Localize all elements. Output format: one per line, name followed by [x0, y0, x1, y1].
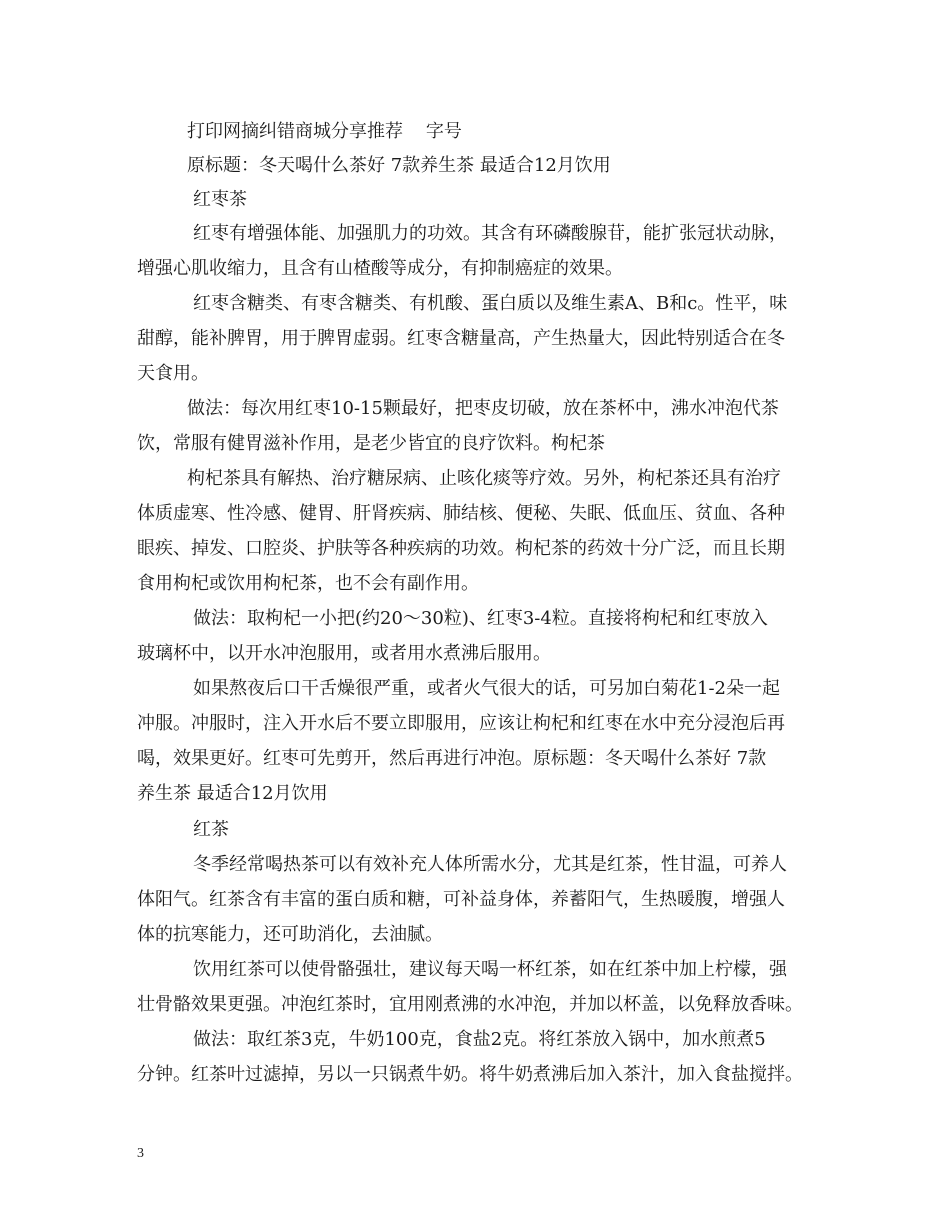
body-line: 红枣含糖类、有枣含糖类、有机酸、蛋白质以及维生素A、B和c。性平，味	[193, 293, 788, 314]
body-line: 饮用红茶可以使骨骼强壮，建议每天喝一杯红茶，如在红茶中加上柠檬，强	[193, 959, 787, 980]
section-heading-red-date-tea: 红枣茶	[193, 189, 247, 210]
body-line: 冲服。冲服时，注入开水后不要立即服用，应该让枸杞和红枣在水中充分浸泡后再	[137, 713, 785, 734]
body-line: 增强心肌收缩力，且含有山楂酸等成分，有抑制癌症的效果。	[137, 258, 623, 279]
body-line: 壮骨骼效果更强。冲泡红茶时，宜用刚煮沸的水冲泡，并加以杯盖，以免释放香味。	[137, 994, 803, 1015]
original-title-line: 原标题：冬天喝什么茶好 7款养生茶 最适合12月饮用	[187, 155, 611, 176]
body-line: 体质虚寒、性冷感、健胃、肝肾疾病、肺结核、便秘、失眠、低血压、贫血、各种	[137, 503, 785, 524]
body-line: 枸杞茶具有解热、治疗糖尿病、止咳化痰等疗效。另外，枸杞茶还具有治疗	[187, 468, 781, 489]
body-line: 冬季经常喝热茶可以有效补充人体所需水分，尤其是红茶，性甘温，可养人	[193, 854, 787, 875]
section-heading-black-tea: 红茶	[193, 819, 229, 840]
body-line: 食用枸杞或饮用枸杞茶，也不会有副作用。	[137, 573, 479, 594]
body-line: 眼疾、掉发、口腔炎、护肤等各种疾病的功效。枸杞茶的药效十分广泛，而且长期	[137, 538, 785, 559]
body-line: 分钟。红茶叶过滤掉，另以一只锅煮牛奶。将牛奶煮沸后加入茶汁，加入食盐搅拌。	[137, 1064, 803, 1085]
body-line: 做法：每次用红枣10-15颗最好，把枣皮切破，放在茶杯中，沸水冲泡代茶	[187, 398, 779, 419]
body-line: 饮，常服有健胃滋补作用，是老少皆宜的良疗饮料。枸杞茶	[137, 433, 605, 454]
body-line: 天食用。	[137, 363, 209, 384]
body-line: 体阳气。红茶含有丰富的蛋白质和糖，可补益身体，养蓄阳气，生热暖腹，增强人	[137, 889, 785, 910]
body-line: 红枣有增强体能、加强肌力的功效。其含有环磷酸腺苷，能扩张冠状动脉，	[193, 223, 787, 244]
body-line: 做法：取红茶3克，牛奶100克，食盐2克。将红茶放入锅中，加水煎煮5	[193, 1029, 766, 1050]
body-line: 甜醇，能补脾胃，用于脾胃虚弱。红枣含糖量高，产生热量大，因此特别适合在冬	[137, 328, 785, 349]
body-line: 养生茶 最适合12月饮用	[137, 783, 328, 804]
header-line: 打印网摘纠错商城分享推荐 字号	[187, 121, 462, 142]
body-line: 玻璃杯中，以开水冲泡服用，或者用水煮沸后服用。	[137, 643, 551, 664]
body-line: 喝，效果更好。红枣可先剪开，然后再进行冲泡。原标题：冬天喝什么茶好 7款	[137, 748, 767, 769]
body-line: 做法：取枸杞一小把(约20～30粒)、红枣3-4粒。直接将枸杞和红枣放入	[193, 608, 768, 629]
body-line: 体的抗寒能力，还可助消化，去油腻。	[137, 924, 443, 945]
body-line: 如果熬夜后口干舌燥很严重，或者火气很大的话，可另加白菊花1-2朵一起	[193, 678, 780, 699]
page-number: 3	[137, 1146, 144, 1161]
